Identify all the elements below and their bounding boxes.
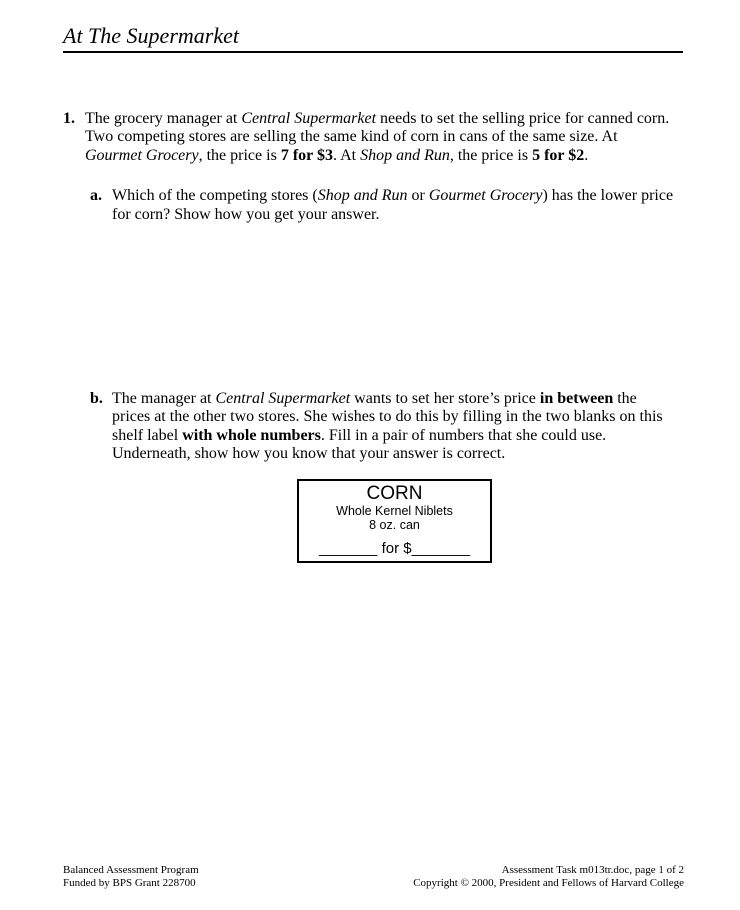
text-segment: wants to set her store’s price	[350, 390, 540, 408]
title-block	[63, 23, 683, 53]
text-segment: 5 for $2	[532, 146, 585, 164]
text-segment: Gourmet Grocery	[428, 187, 543, 205]
text-segment: Central Supermarket	[241, 110, 377, 127]
text-segment: or	[407, 187, 429, 205]
shelf-label-description: Whole Kernel Niblets	[336, 503, 453, 518]
question-1-part-a	[90, 187, 683, 224]
text-segment: 7 for $3	[280, 146, 333, 164]
text-segment: , the price is	[198, 146, 281, 164]
text-segment: .	[584, 146, 589, 164]
text-segment: Shop and Run	[360, 146, 450, 164]
footer-grant-line: Funded by BPS Grant 228700	[63, 877, 196, 890]
question-1-number: 1.	[63, 110, 75, 127]
question-1-part-b	[90, 390, 683, 464]
footer-right	[413, 864, 684, 891]
footer-program-line: Balanced Assessment Program	[63, 864, 199, 876]
text-segment: in between	[539, 390, 614, 408]
question-1-text	[85, 110, 677, 165]
part-b-letter: b.	[90, 390, 103, 408]
text-segment: Shop and Run	[317, 187, 408, 205]
footer-copyright-line: Copyright © 2000, President and Fellows of Harvard College	[413, 877, 684, 890]
text-segment: The manager at	[112, 390, 216, 408]
text-segment: Central Supermarket	[215, 390, 351, 408]
text-segment: The grocery manager at	[85, 110, 242, 127]
text-segment: ) has the lower price for corn? Show how you get your answer.	[112, 187, 674, 223]
shelf-label-product: CORN	[366, 482, 423, 504]
shelf-label-size: 8 oz. can	[369, 517, 420, 532]
text-segment: with whole numbers	[182, 426, 321, 444]
shelf-label-box	[297, 479, 492, 563]
part-a-text	[112, 187, 677, 224]
text-segment: . Fill in a pair of numbers that she could use. Underneath, show how you know that your answer is correct.	[112, 426, 607, 463]
for-dollar-label: for $	[381, 539, 412, 557]
page-title: At The Supermarket	[63, 23, 239, 48]
part-a-letter: a.	[90, 187, 102, 205]
text-segment: Which of the competing stores (	[112, 187, 318, 205]
shelf-label-price-line	[299, 540, 490, 557]
text-segment: the prices at the other two stores. She wishes to do this by filling in the two blanks on this shelf label	[112, 390, 663, 444]
quantity-blank[interactable]: _______	[319, 539, 378, 557]
text-segment: Gourmet Grocery	[85, 146, 199, 164]
text-segment: . At	[332, 146, 361, 164]
page-footer	[63, 864, 684, 891]
price-blank[interactable]: _______	[411, 539, 470, 557]
text-segment: needs to set the selling price for canned corn. Two competing stores are selling the same kind of corn in cans of the same size. At	[85, 110, 670, 146]
footer-left	[63, 864, 199, 891]
question-1	[63, 110, 683, 165]
footer-task-line: Assessment Task m013tr.doc, page 1 of 2	[501, 864, 684, 876]
text-segment: , the price is	[449, 146, 533, 164]
part-b-text	[112, 390, 677, 464]
